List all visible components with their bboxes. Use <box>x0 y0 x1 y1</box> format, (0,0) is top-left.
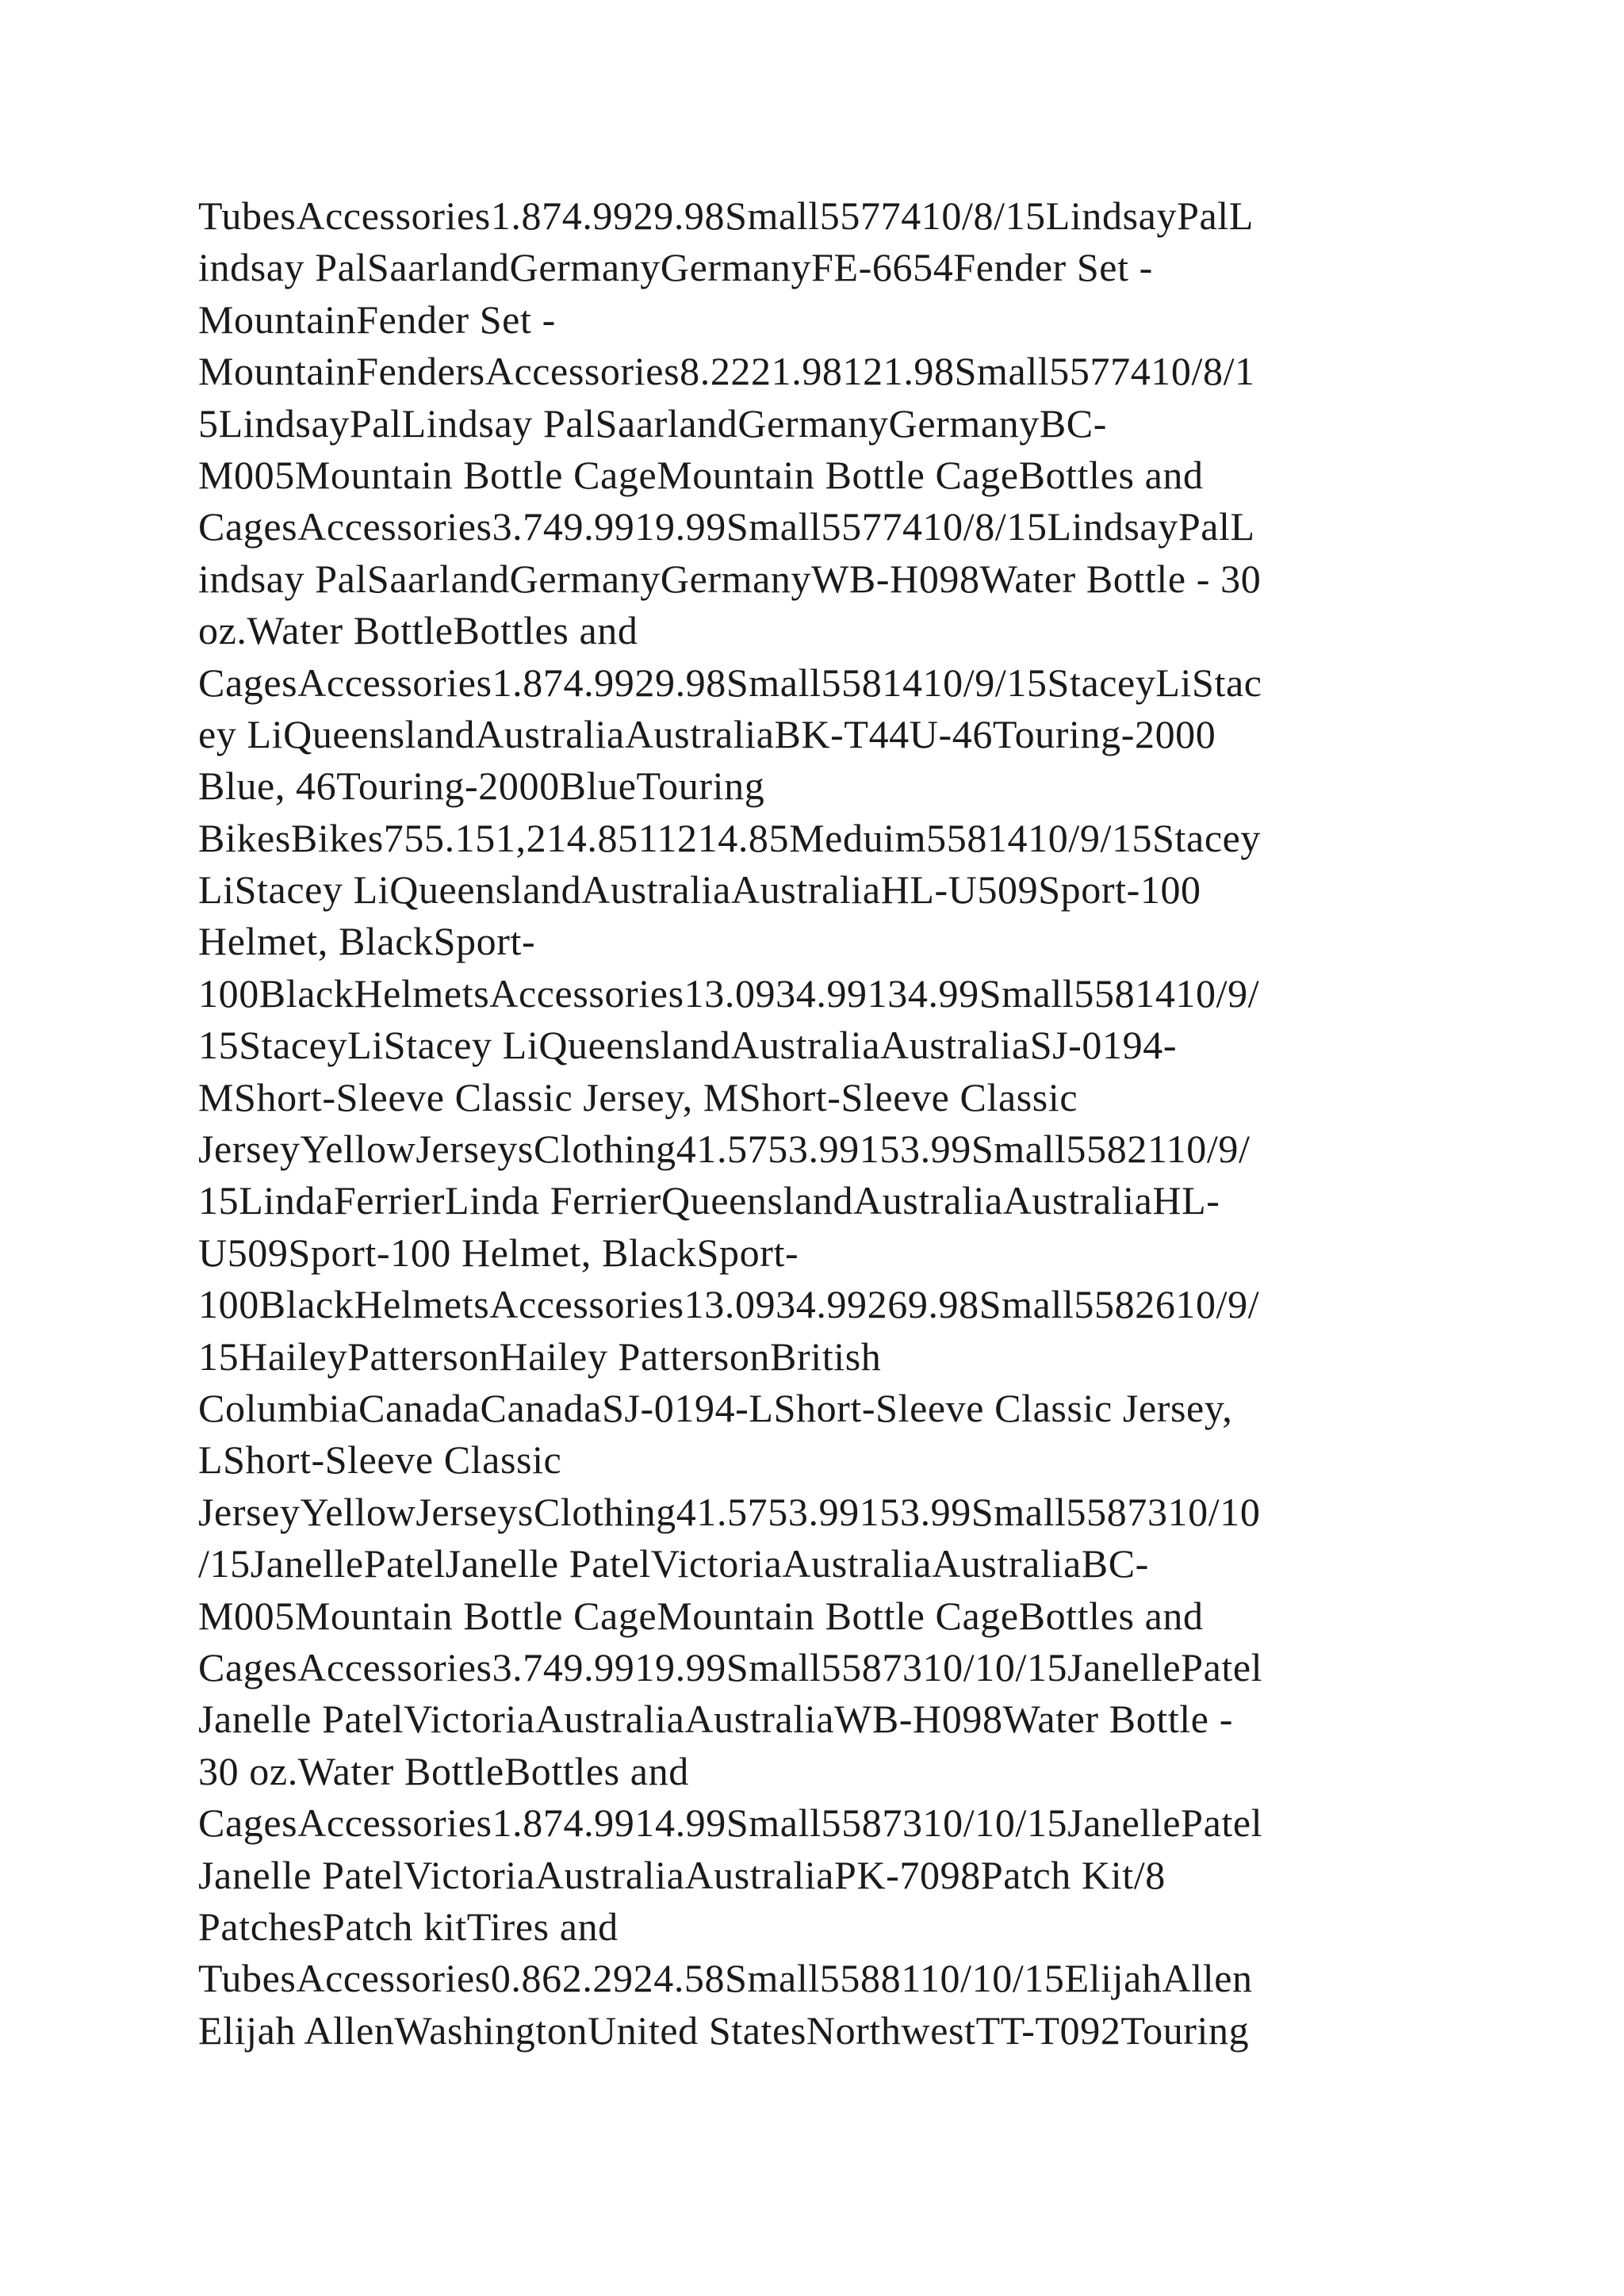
text-line: M005Mountain Bottle CageMountain Bottle CageBottles and <box>198 452 1204 497</box>
text-line: U509Sport-100 Helmet, BlackSport- <box>198 1230 799 1275</box>
text-line: indsay PalSaarlandGermanyGermanyWB-H098Water Bottle - 30 <box>198 556 1262 601</box>
text-line: LShort-Sleeve Classic <box>198 1437 562 1483</box>
text-line: 15HaileyPattersonHailey PattersonBritish <box>198 1334 882 1379</box>
text-line: oz.Water BottleBottles and <box>198 608 638 653</box>
text-line: MShort-Sleeve Classic Jersey, MShort-Sleeve Classic <box>198 1074 1078 1119</box>
text-line: BikesBikes755.151,214.8511214.85Meduim5581410/9/15Stacey <box>198 815 1262 860</box>
text-line: 5LindsayPalLindsay PalSaarlandGermanyGermanyBC- <box>198 400 1107 446</box>
text-line: 15StaceyLiStacey LiQueenslandAustraliaAustraliaSJ-0194- <box>198 1023 1178 1068</box>
text-line: JerseyYellowJerseysClothing41.5753.99153.99Small5587310/10 <box>198 1489 1261 1534</box>
text-line: PatchesPatch kitTires and <box>198 1904 619 1949</box>
text-line: TubesAccessories0.862.2924.58Small5588110/10/15ElijahAllen <box>198 1956 1253 2001</box>
text-line: M005Mountain Bottle CageMountain Bottle CageBottles and <box>198 1593 1204 1638</box>
text-line: CagesAccessories1.874.9929.98Small5581410/9/15StaceyLiStac <box>198 660 1262 705</box>
text-line: Helmet, BlackSport- <box>198 919 536 964</box>
text-line: CagesAccessories3.749.9919.99Small5587310/10/15JanellePatel <box>198 1644 1263 1689</box>
text-line: LiStacey LiQueenslandAustraliaAustraliaHL-U509Sport-100 <box>198 867 1201 913</box>
text-line: ey LiQueenslandAustraliaAustraliaBK-T44U-46Touring-2000 <box>198 711 1216 756</box>
text-line: CagesAccessories1.874.9914.99Small5587310/10/15JanellePatel <box>198 1800 1263 1846</box>
text-line: indsay PalSaarlandGermanyGermanyFE-6654Fender Set - <box>198 245 1153 290</box>
document-body-text <box>198 190 1467 2057</box>
text-line: CagesAccessories3.749.9919.99Small5577410/8/15LindsayPalL <box>198 504 1255 549</box>
text-line: JerseyYellowJerseysClothing41.5753.99153.99Small5582110/9/ <box>198 1127 1251 1172</box>
text-line: TubesAccessories1.874.9929.98Small5577410/8/15LindsayPalL <box>198 193 1254 238</box>
text-line: Elijah AllenWashingtonUnited StatesNorthwestTT-T092Touring <box>198 2007 1250 2053</box>
text-line: MountainFendersAccessories8.2221.98121.98Small5577410/8/1 <box>198 349 1255 394</box>
text-line: 15LindaFerrierLinda FerrierQueenslandAustraliaAustraliaHL- <box>198 1178 1220 1223</box>
text-line: ColumbiaCanadaCanadaSJ-0194-LShort-Sleeve Classic Jersey, <box>198 1385 1233 1430</box>
text-line: Janelle PatelVictoriaAustraliaAustraliaWB-H098Water Bottle - <box>198 1697 1233 1742</box>
text-line: Janelle PatelVictoriaAustraliaAustraliaPK-7098Patch Kit/8 <box>198 1852 1166 1897</box>
text-line: 100BlackHelmetsAccessories13.0934.99134.99Small5581410/9/ <box>198 970 1260 1016</box>
text-line: Blue, 46Touring-2000BlueTouring <box>198 763 765 809</box>
text-line: MountainFender Set - <box>198 297 556 342</box>
text-line: 100BlackHelmetsAccessories13.0934.99269.98Small5582610/9/ <box>198 1282 1260 1327</box>
text-line: /15JanellePatelJanelle PatelVictoriaAustraliaAustraliaBC- <box>198 1541 1149 1586</box>
text-line: 30 oz.Water BottleBottles and <box>198 1748 689 1793</box>
